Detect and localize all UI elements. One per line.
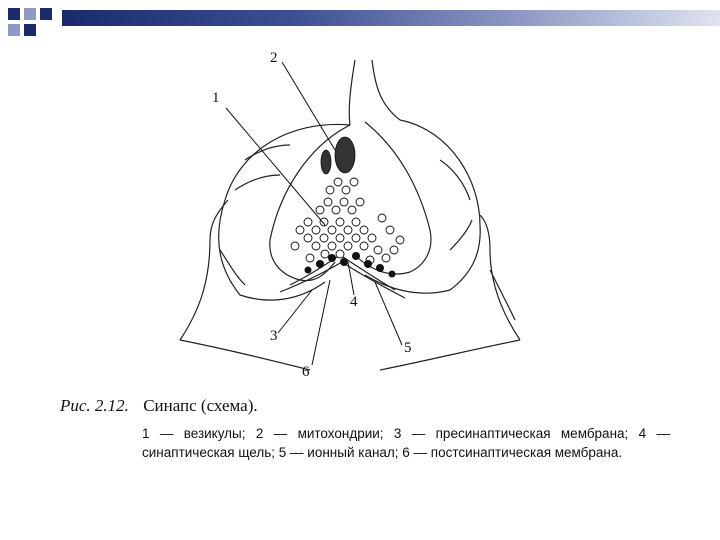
label-1: 1 — [212, 90, 220, 106]
title-bar-gradient — [62, 10, 720, 26]
figure-caption — [60, 396, 670, 462]
caption-title-line — [60, 396, 670, 416]
caption-legend: 1 — везикулы; 2 — митохондрии; 3 — пресинаптическая мембрана; 4 — синаптическая щель; 5 — ионный канал; 6 — постсинаптическая мембрана. — [142, 426, 670, 460]
label-2: 2 — [270, 50, 278, 66]
label-4: 4 — [350, 294, 358, 310]
label-5: 5 — [404, 340, 412, 356]
synapse-diagram — [150, 50, 550, 390]
figure-number: Рис. 2.12. — [60, 396, 129, 415]
corner-squares-decoration — [0, 0, 60, 40]
label-6: 6 — [302, 364, 310, 380]
label-3: 3 — [270, 328, 278, 344]
caption-title: Синапс (схема). — [143, 396, 258, 415]
